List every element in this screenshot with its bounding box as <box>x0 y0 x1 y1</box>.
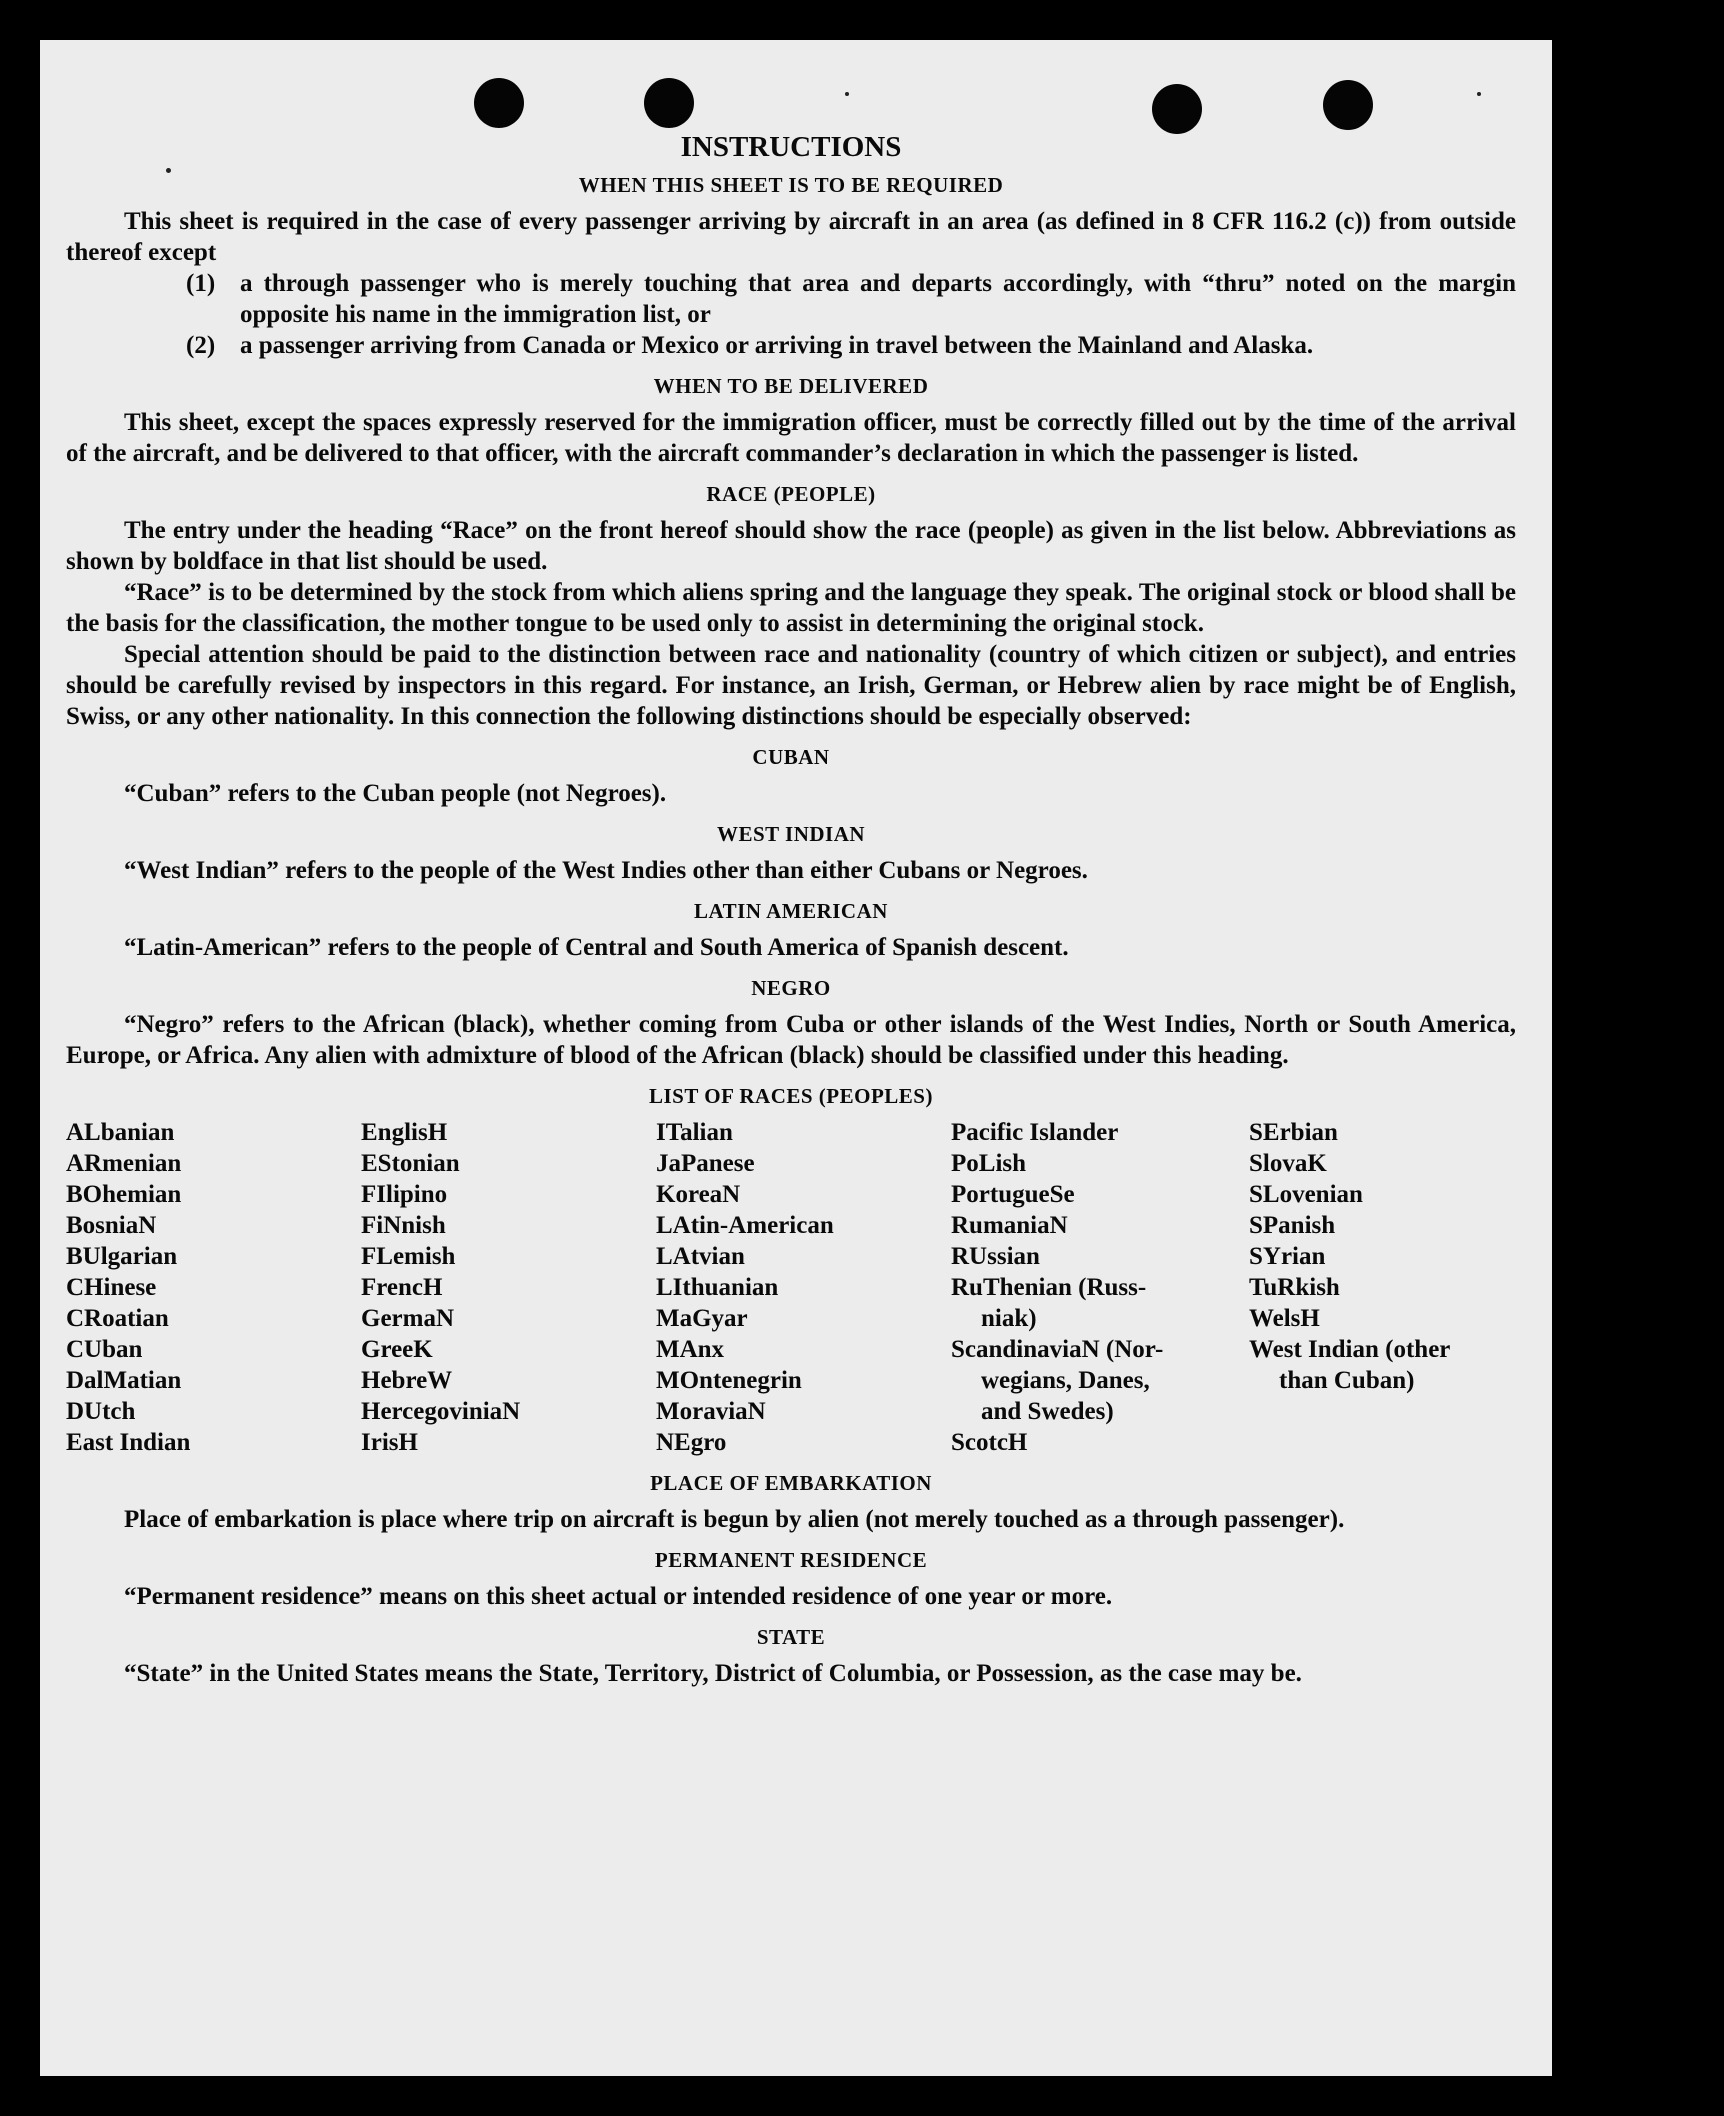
race-item: TuRkish <box>1249 1274 1340 1301</box>
section-heading: CUBAN <box>752 745 830 769</box>
races-column-4 <box>951 1117 1249 1458</box>
race-item: ScandinaviaN (Nor- <box>951 1336 1164 1363</box>
race-item: GermaN <box>361 1305 455 1332</box>
punch-hole <box>1323 80 1373 130</box>
race-item: JaPanese <box>656 1150 755 1177</box>
section-heading: LIST OF RACES (PEOPLES) <box>649 1084 933 1108</box>
scan-speck <box>845 92 849 96</box>
race-item: FiNnish <box>361 1212 446 1239</box>
races-column-2 <box>361 1117 656 1458</box>
punch-hole <box>1152 84 1202 134</box>
paragraph: “West Indian” refers to the people of the West Indies other than either Cubans or Negroes. <box>124 857 1088 884</box>
paragraph: Special attention should be paid to the distinction between race and nationality (country of which citizen or subject), and entries should be carefully revised by inspectors in this regard. For instance, an Irish, German, or Hebrew alien by race might be of English, Swiss, or any other nationality. In this connection the following distinctions should be especially observed: <box>66 641 1516 730</box>
race-item: GreeK <box>361 1336 433 1363</box>
clause-number: (1) <box>186 270 216 297</box>
race-item-continued: than Cuban) <box>1279 1367 1415 1394</box>
race-item: BUlgarian <box>66 1243 178 1270</box>
race-item: FIlipino <box>361 1181 448 1208</box>
race-item: RUssian <box>951 1243 1040 1270</box>
race-item: HebreW <box>361 1367 453 1394</box>
section-heading: WEST INDIAN <box>716 822 866 846</box>
race-item: BOhemian <box>66 1181 182 1208</box>
race-item: EnglisH <box>361 1119 448 1146</box>
race-item: ARmenian <box>66 1150 182 1177</box>
race-item: NEgro <box>656 1429 727 1456</box>
instructions-body <box>66 130 1516 1689</box>
paragraph: “Latin-American” refers to the people of Central and South America of Spanish descent. <box>124 934 1069 961</box>
race-item: CUban <box>66 1336 143 1363</box>
punch-hole <box>644 78 694 128</box>
section-heading: STATE <box>756 1625 826 1649</box>
section-heading: RACE (PEOPLE) <box>706 482 876 506</box>
race-item: LIthuanian <box>656 1274 779 1301</box>
race-item: FrencH <box>361 1274 443 1301</box>
race-item: East Indian <box>66 1429 191 1456</box>
race-item-continued: and Swedes) <box>981 1398 1114 1425</box>
paragraph: This sheet, except the spaces expressly reserved for the immigration officer, must be correctly filled out by the time of the arrival of the aircraft, and be delivered to that officer, with the aircraft commander’s declaration in which the passenger is listed. <box>66 409 1516 467</box>
race-item: SErbian <box>1249 1119 1338 1146</box>
punch-hole <box>474 78 524 128</box>
race-item: MaGyar <box>656 1305 748 1332</box>
section-heading: WHEN THIS SHEET IS TO BE REQUIRED <box>578 173 1004 197</box>
race-item: KoreaN <box>656 1181 741 1208</box>
race-item: ScotcH <box>951 1429 1028 1456</box>
race-item: IrisH <box>361 1429 418 1456</box>
race-item: SPanish <box>1249 1212 1336 1239</box>
race-item: SYrian <box>1249 1243 1326 1270</box>
race-item: MAnx <box>656 1336 725 1363</box>
paragraph: “Cuban” refers to the Cuban people (not Negroes). <box>124 780 667 807</box>
race-item: SlovaK <box>1249 1150 1327 1177</box>
paragraph: This sheet is required in the case of every passenger arriving by aircraft in an area (as defined in 8 CFR 116.2 (c)) from outside thereof except <box>66 208 1516 266</box>
section-heading: LATIN AMERICAN <box>694 899 888 923</box>
race-item: FLemish <box>361 1243 456 1270</box>
race-item: LAtvian <box>656 1243 745 1270</box>
paragraph: Place of embarkation is place where trip on aircraft is begun by alien (not merely touched as a through passenger). <box>124 1506 1345 1533</box>
clause-text: a through passenger who is merely touching that area and departs accordingly, with “thru” noted on the margin opposite his name in the immigration list, or <box>240 270 1516 328</box>
race-item: EStonian <box>361 1150 460 1177</box>
race-item: MoraviaN <box>656 1398 766 1425</box>
race-item: LAtin-American <box>656 1212 834 1239</box>
race-item: PortugueSe <box>951 1181 1075 1208</box>
paragraph: “State” in the United States means the State, Territory, District of Columbia, or Possession, as the case may be. <box>124 1660 1302 1687</box>
paragraph: “Negro” refers to the African (black), whether coming from Cuba or other islands of the West Indies, North or South America, Europe, or Africa. Any alien with admixture of blood of the African (black) should be classified under this heading. <box>66 1011 1516 1069</box>
clause-text: a passenger arriving from Canada or Mexico or arriving in travel between the Mainland and Alaska. <box>240 332 1314 359</box>
clause <box>66 330 1516 361</box>
paragraph: “Race” is to be determined by the stock from which aliens spring and the language they speak. The original stock or blood shall be the basis for the classification, the mother tongue to be used only to assist in determining the original stock. <box>66 579 1516 637</box>
races-column-3 <box>656 1117 951 1458</box>
race-item: SLovenian <box>1249 1181 1363 1208</box>
clause-number: (2) <box>186 332 216 359</box>
race-item: ALbanian <box>66 1119 175 1146</box>
race-item: RumaniaN <box>951 1212 1068 1239</box>
races-column-5 <box>1249 1117 1514 1458</box>
paragraph: The entry under the heading “Race” on the front hereof should show the race (people) as given in the list below. Abbreviations as shown by boldface in that list should be used. <box>66 517 1516 575</box>
race-item: BosniaN <box>66 1212 157 1239</box>
section-heading: NEGRO <box>751 976 831 1000</box>
race-item: DalMatian <box>66 1367 182 1394</box>
race-item: DUtch <box>66 1398 136 1425</box>
race-item: HercegoviniaN <box>361 1398 521 1425</box>
section-heading: PLACE OF EMBARKATION <box>650 1471 932 1495</box>
race-item: Pacific Islander <box>951 1119 1119 1146</box>
race-item: West Indian (other <box>1249 1336 1451 1363</box>
race-item: CHinese <box>66 1274 157 1301</box>
race-item-continued: wegians, Danes, <box>981 1367 1150 1394</box>
races-column-1 <box>66 1117 361 1458</box>
paragraph: “Permanent residence” means on this sheet actual or intended residence of one year or more. <box>124 1583 1113 1610</box>
race-item: ITalian <box>656 1119 733 1146</box>
section-heading: WHEN TO BE DELIVERED <box>653 374 929 398</box>
races-list <box>66 1117 1516 1458</box>
section-heading: PERMANENT RESIDENCE <box>654 1548 928 1572</box>
race-item: CRoatian <box>66 1305 169 1332</box>
page-title: INSTRUCTIONS <box>680 131 902 163</box>
race-item-continued: niak) <box>981 1305 1037 1332</box>
race-item: PoLish <box>951 1150 1027 1177</box>
race-item: WelsH <box>1249 1305 1320 1332</box>
clause <box>66 268 1516 330</box>
race-item: MOntenegrin <box>656 1367 802 1394</box>
race-item: RuThenian (Russ- <box>951 1274 1147 1301</box>
scan-speck <box>1477 92 1481 96</box>
